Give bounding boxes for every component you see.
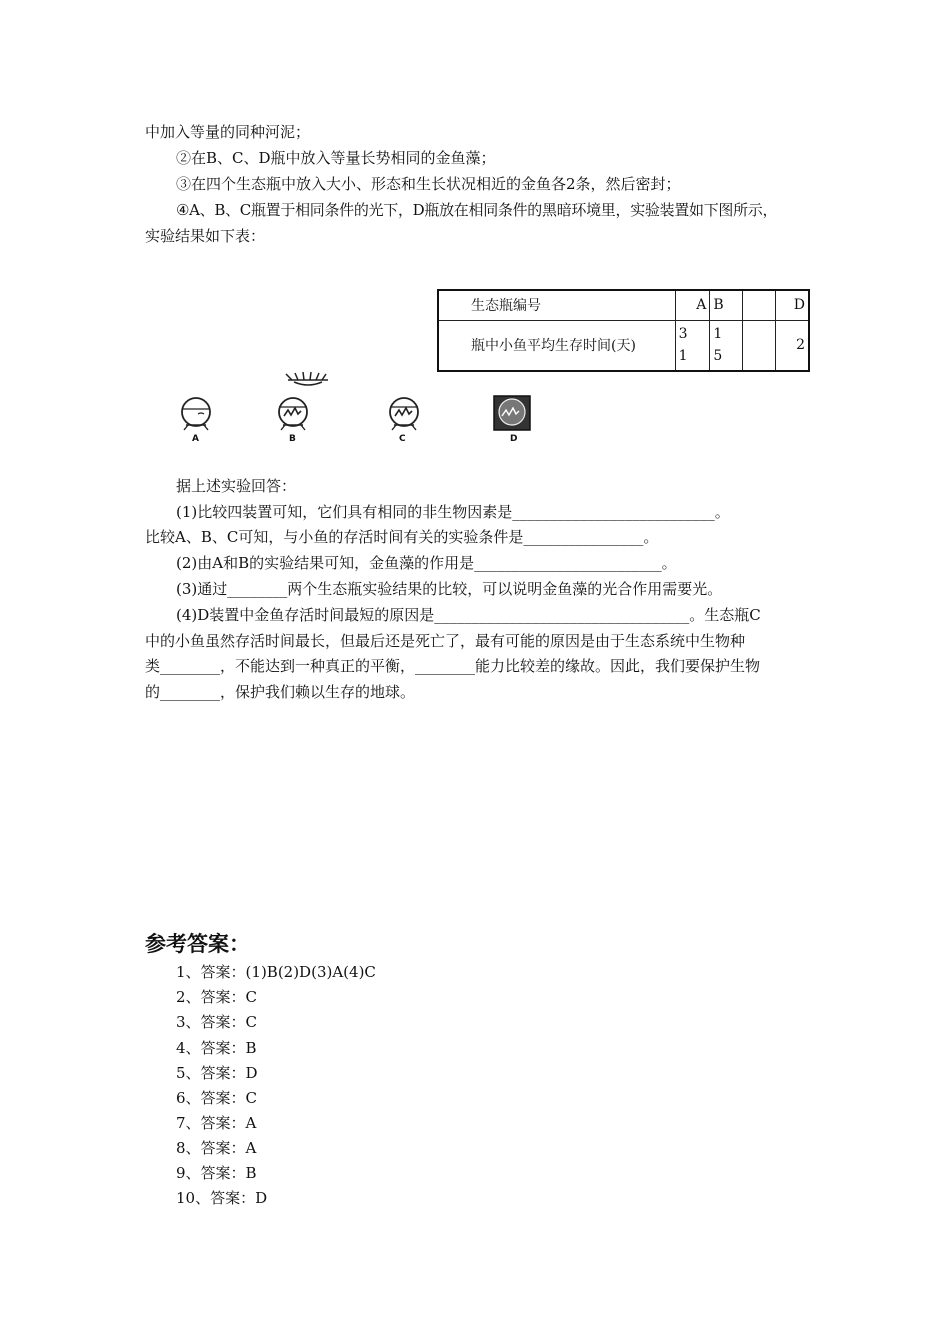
table-col-b: B bbox=[710, 290, 743, 320]
answer-item-7: 7、答案：A bbox=[176, 1114, 257, 1132]
answer-item-3: 3、答案：C bbox=[176, 1013, 258, 1031]
experiment-figure bbox=[168, 372, 538, 452]
table-value-b-digit-1: 1 bbox=[713, 326, 723, 343]
question-1a: (1)比较四装置可知，它们具有相同的非生物因素是___________________________。 bbox=[176, 503, 730, 521]
table-header-row bbox=[438, 290, 809, 320]
table-col-c bbox=[743, 290, 776, 320]
answer-item-1: 1、答案：(1)B(2)D(3)A(4)C bbox=[176, 963, 376, 981]
body-line-4: ④A、B、C瓶置于相同条件的光下，D瓶放在相同条件的黑暗环境里，实验装置如下图所示， bbox=[176, 201, 778, 219]
table-value-a-digit-2: 1 bbox=[678, 348, 688, 365]
table-col-d: D bbox=[776, 290, 809, 320]
table-value-b-digit-2: 5 bbox=[713, 348, 723, 365]
answer-item-8: 8、答案：A bbox=[176, 1139, 257, 1157]
table-col-a: A bbox=[675, 290, 710, 320]
answer-item-5: 5、答案：D bbox=[176, 1064, 258, 1082]
table-header-label: 生态瓶编号 bbox=[438, 290, 675, 320]
question-4d: 的________，保护我们赖以生存的地球。 bbox=[145, 683, 416, 701]
question-intro: 据上述实验回答： bbox=[176, 477, 297, 495]
table-value-a bbox=[675, 320, 710, 371]
lamp-icon bbox=[286, 372, 328, 385]
jar-a-icon bbox=[182, 398, 210, 430]
table-value-b bbox=[710, 320, 743, 371]
jar-d-label: D bbox=[510, 434, 518, 444]
jar-c-icon bbox=[390, 398, 418, 430]
table-value-a-digit-1: 3 bbox=[678, 326, 688, 343]
body-line-3: ③在四个生态瓶中放入大小、形态和生长状况相近的金鱼各2条，然后密封； bbox=[176, 175, 681, 193]
table-value-c bbox=[743, 320, 776, 371]
answer-item-6: 6、答案：C bbox=[176, 1089, 258, 1107]
jar-b-label: B bbox=[289, 434, 296, 444]
question-4c: 类________，不能达到一种真正的平衡，________能力比较差的缘故。因此，我们要保护生物 bbox=[145, 657, 761, 675]
table-data-row bbox=[438, 320, 809, 371]
table-row-label: 瓶中小鱼平均生存时间(天) bbox=[438, 320, 675, 371]
jar-d-icon bbox=[494, 396, 530, 430]
table-value-d: 2 bbox=[776, 320, 809, 371]
question-4a: (4)D装置中金鱼存活时间最短的原因是__________________________________。生态瓶C bbox=[176, 606, 761, 624]
body-line-5: 实验结果如下表： bbox=[145, 227, 266, 245]
ecosystem-jars-illustration bbox=[168, 372, 538, 452]
body-line-2: ②在B、C、D瓶中放入等量长势相同的金鱼藻； bbox=[176, 149, 496, 167]
answers-title: 参考答案： bbox=[145, 932, 250, 956]
answer-item-10: 10、答案：D bbox=[176, 1189, 268, 1207]
question-2: (2)由A和B的实验结果可知，金鱼藻的作用是_________________________。 bbox=[176, 554, 677, 572]
body-line-1: 中加入等量的同种河泥； bbox=[145, 123, 311, 141]
jar-b-icon bbox=[279, 398, 307, 430]
jar-a-label: A bbox=[192, 434, 199, 444]
question-4b: 中的小鱼虽然存活时间最长，但最后还是死亡了，最有可能的原因是由于生态系统中生物种 bbox=[145, 632, 746, 650]
answer-item-9: 9、答案：B bbox=[176, 1164, 257, 1182]
question-1b: 比较A、B、C可知，与小鱼的存活时间有关的实验条件是________________。 bbox=[145, 528, 659, 546]
answer-item-2: 2、答案：C bbox=[176, 988, 258, 1006]
question-3: (3)通过________两个生态瓶实验结果的比较，可以说明金鱼藻的光合作用需要光。 bbox=[176, 580, 723, 598]
answer-item-4: 4、答案：B bbox=[176, 1039, 257, 1057]
jar-c-label: C bbox=[399, 434, 406, 444]
results-table bbox=[437, 289, 810, 372]
